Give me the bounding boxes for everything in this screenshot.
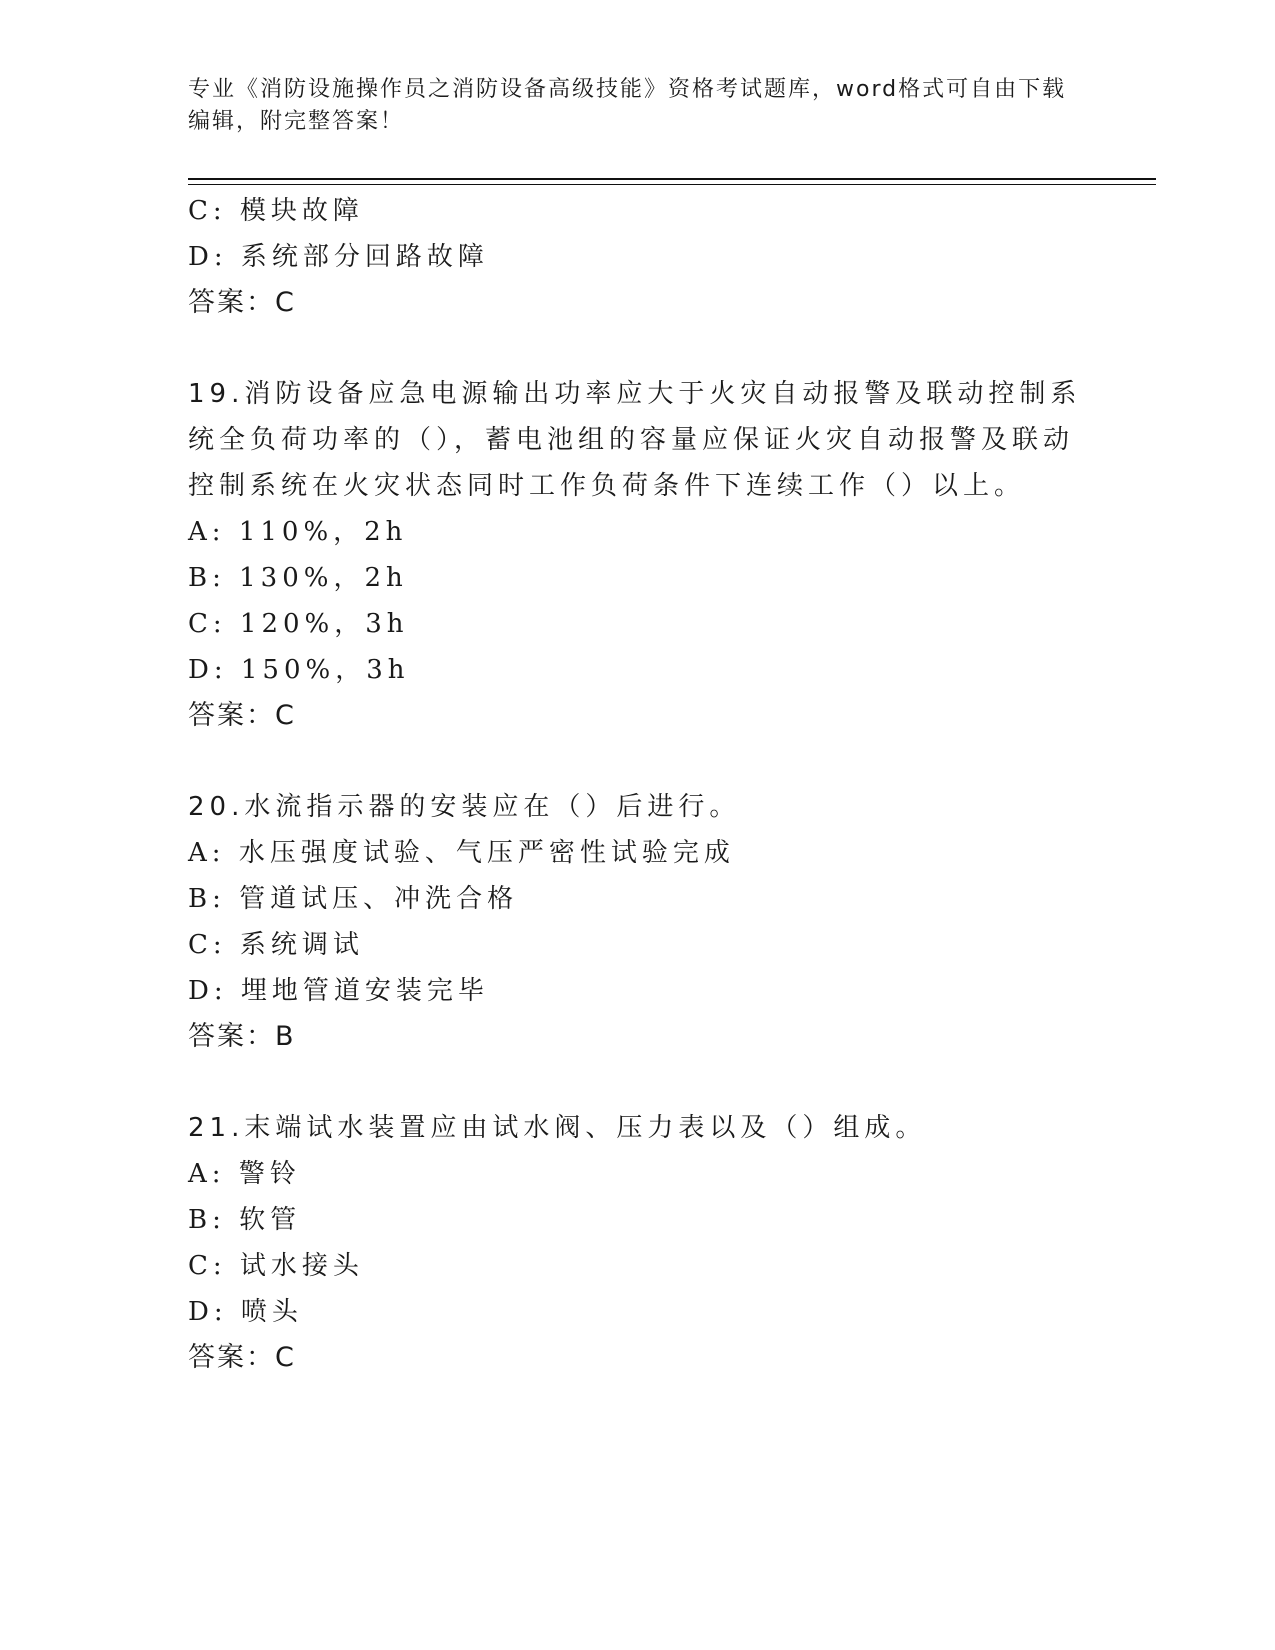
option-text: 模块故障 [239, 196, 364, 226]
option-text: 埋地管道安装完毕 [240, 976, 489, 1006]
answer-line: 答案：B [188, 1021, 296, 1052]
option-text: 软管 [239, 1205, 302, 1235]
option-label: D: [188, 976, 228, 1006]
option-label: C: [188, 196, 227, 226]
option-label: A: [188, 838, 226, 868]
option-c [188, 601, 1088, 647]
option-a [188, 509, 1088, 555]
header-rule-thick [188, 178, 1156, 180]
option-label: B: [188, 1205, 226, 1235]
option-text: 系统部分回路故障 [240, 242, 489, 272]
carryover-block [188, 188, 1088, 326]
option-c [188, 1243, 1088, 1289]
option-text: 150%，3h [240, 655, 410, 685]
document-header: 专业《消防设施操作员之消防设备高级技能》资格考试题库，word格式可自由下载编辑，附完整答案！ [188, 77, 1067, 134]
question-stem: 21.末端试水装置应由试水阀、压力表以及（）组成。 [188, 1113, 927, 1143]
option-d [188, 234, 1088, 280]
header-rule-thin [188, 184, 1156, 185]
option-label: A: [188, 1159, 226, 1189]
option-label: C: [188, 1251, 227, 1281]
option-b [188, 1197, 1088, 1243]
option-text: 系统调试 [239, 930, 364, 960]
option-label: D: [188, 1297, 228, 1327]
option-d [188, 1289, 1088, 1335]
option-label: D: [188, 655, 228, 685]
option-b [188, 876, 1088, 922]
option-text: 130%，2h [239, 563, 408, 593]
option-a [188, 1151, 1088, 1197]
option-text: 喷头 [240, 1297, 303, 1327]
question-20 [188, 784, 1088, 1060]
question-list [188, 188, 1088, 1381]
option-a [188, 830, 1088, 876]
option-label: C: [188, 930, 227, 960]
answer-line: 答案：C [188, 287, 296, 318]
question-stem: 19.消防设备应急电源输出功率应大于火灾自动报警及联动控制系统全负荷功率的（），蓄电池组的容量应保证火灾自动报警及联动控制系统在火灾状态同时工作负荷条件下连续工作（）以上。 [188, 379, 1082, 501]
option-text: 警铃 [238, 1159, 301, 1189]
option-label: B: [188, 884, 226, 914]
option-label: C: [188, 609, 227, 639]
answer-line: 答案：C [188, 1342, 296, 1373]
answer-line: 答案：C [188, 700, 296, 731]
option-c [188, 922, 1088, 968]
question-stem: 20.水流指示器的安装应在（）后进行。 [188, 792, 741, 822]
option-text: 试水接头 [239, 1251, 364, 1281]
question-21 [188, 1105, 1088, 1381]
option-text: 120%，3h [239, 609, 409, 639]
option-text: 110%，2h [238, 517, 408, 547]
option-label: B: [188, 563, 226, 593]
option-label: D: [188, 242, 228, 272]
option-text: 水压强度试验、气压严密性试验完成 [238, 838, 735, 868]
option-text: 管道试压、冲洗合格 [239, 884, 519, 914]
option-d [188, 647, 1088, 693]
question-19 [188, 371, 1088, 739]
option-c [188, 188, 1088, 234]
option-d [188, 968, 1088, 1014]
option-label: A: [188, 517, 226, 547]
option-b [188, 555, 1088, 601]
